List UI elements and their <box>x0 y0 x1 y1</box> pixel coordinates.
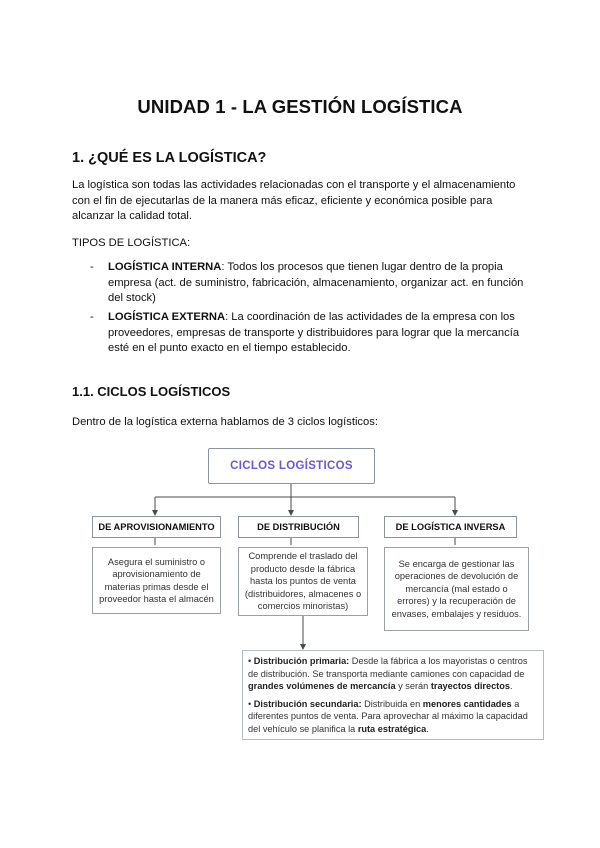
note-primary-text: Desde la fábrica a los mayoristas o centros de distribución. Se transporta mediante camiones con capacidad de <box>248 656 528 679</box>
note-secondary <box>248 698 538 736</box>
section-heading-1-1: 1.1. CICLOS LOGÍSTICOS <box>72 384 231 399</box>
note-secondary-bold: menores cantidades <box>422 698 512 709</box>
bullet-dash: - <box>90 311 94 323</box>
term-internal: LOGÍSTICA INTERNA <box>108 261 222 273</box>
note-primary-bold: trayectos directos <box>430 681 510 692</box>
definition-paragraph: La logística son todas las actividades relacionadas con el transporte y el almacenamiento con el fin de ejecutarlas de la manera más eficaz, eficiente y económica posible para alcanzar la calidad total. <box>72 179 516 222</box>
term-external: LOGÍSTICA EXTERNA <box>108 311 226 323</box>
diagram-root-label: CICLOS LOGÍSTICOS <box>230 460 353 472</box>
cycles-intro: Dentro de la logística externa hablamos de 3 ciclos logísticos: <box>72 416 378 428</box>
diagram-root-box <box>208 448 375 484</box>
note-secondary-text: a diferentes puntos de venta. Para aprovechar al máximo la capacidad del vehículo se planifica la <box>248 698 528 734</box>
page-title: UNIDAD 1 - LA GESTIÓN LOGÍSTICA <box>137 96 463 117</box>
term-external-text: : La coordinación de las actividades de la empresa con los proveedores, empresas de transporte y distribuidores para lograr que la mercancía esté en el punto exacto en el tiempo establecido. <box>108 311 520 354</box>
category-box-aprovisionamiento: DE APROVISIONAMIENTO <box>92 516 221 538</box>
bullet-dash: - <box>90 261 94 273</box>
note-bullet: • <box>248 698 252 709</box>
term-internal-text: : Todos los procesos que tienen lugar dentro de la propia empresa (act. de suministro, fabricación, almacenamiento, organizar act. en función del stock) <box>108 261 524 304</box>
desc-aprovisionamiento: Asegura el suministro o aprovisionamiento de materias primas desde el proveedor hasta el almacén <box>99 556 214 604</box>
note-secondary-bold: ruta estratégica <box>357 723 427 734</box>
section-heading-1: 1. ¿QUÉ ES LA LOGÍSTICA? <box>72 150 267 166</box>
desc-box-distribucion <box>238 547 368 616</box>
types-label: TIPOS DE LOGÍSTICA: <box>72 237 191 249</box>
note-secondary-text: . <box>426 723 429 734</box>
category-box-inversa: DE LOGÍSTICA INVERSA <box>384 516 517 538</box>
note-primary-text: . <box>509 681 513 692</box>
note-primary-text: y serán <box>395 681 431 692</box>
desc-box-aprovisionamiento <box>92 547 221 614</box>
note-primary-term: Distribución primaria: <box>253 656 350 666</box>
desc-inversa: Se encarga de gestionar las operaciones de devolución de mercancía (mal estado o errores) y la recuperación de envases, embalajes y residuos. <box>391 558 522 619</box>
note-primary <box>248 655 538 693</box>
distribution-note <box>242 650 544 740</box>
note-primary-bold: grandes volúmenes de mercancía <box>248 681 396 692</box>
category-box-distribucion: DE DISTRIBUCIÓN <box>238 516 359 538</box>
note-bullet: • <box>248 656 252 666</box>
desc-box-inversa <box>384 547 529 631</box>
desc-distribucion: Comprende el traslado del producto desde la fábrica hasta los puntos de venta (distribuidores, almacenes o comercios minoristas) <box>244 551 362 612</box>
note-secondary-term: Distribución secundaria: <box>253 698 362 709</box>
note-secondary-text: Distribuida en <box>361 698 423 709</box>
